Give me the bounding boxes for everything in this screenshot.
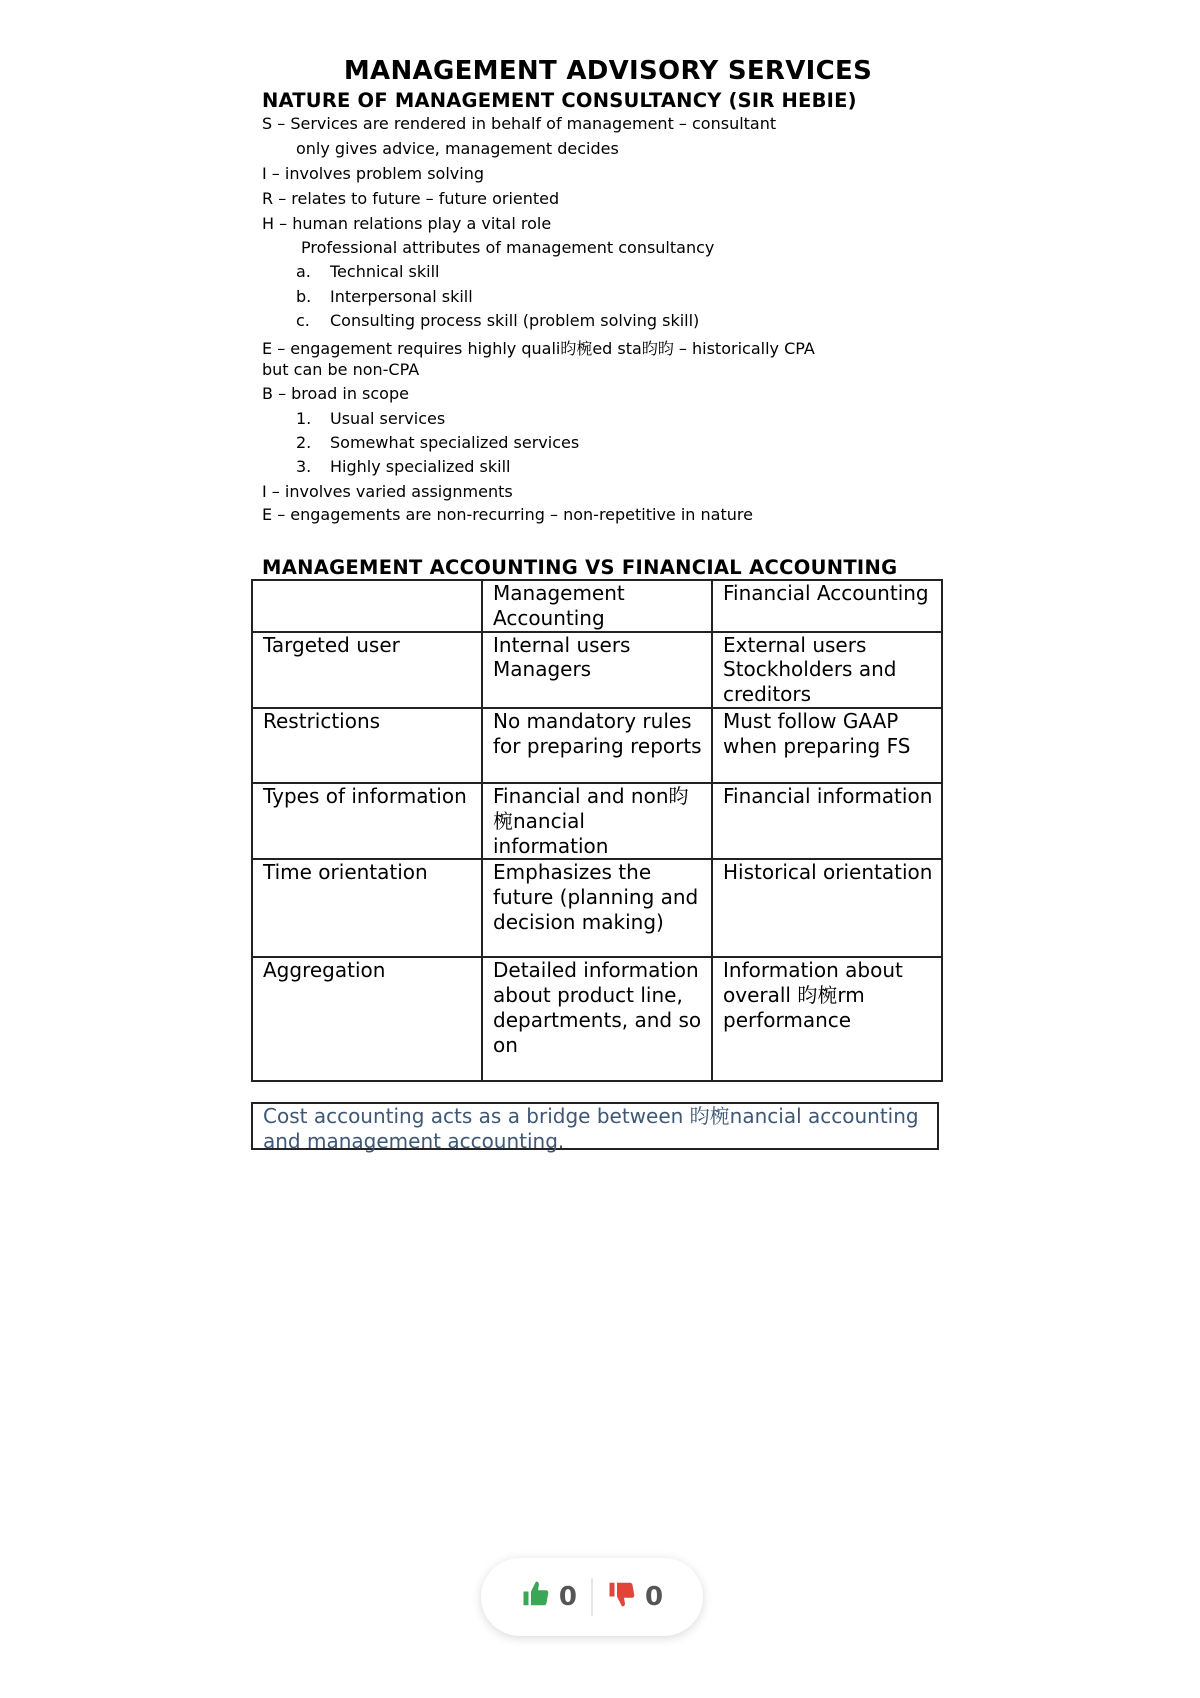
- list-item-text: Consulting process skill (problem solving skill): [330, 311, 700, 330]
- list-item: [296, 457, 510, 476]
- comparison-table: [251, 579, 943, 1082]
- note-line: and management accounting.: [263, 1128, 565, 1153]
- table-cell: Types of information: [252, 783, 482, 859]
- vote-widget: [481, 1558, 703, 1636]
- table-cell: No mandatory rules for preparing reports: [482, 708, 712, 783]
- text-line: S – Services are rendered in behalf of management – consultant: [262, 114, 777, 133]
- list-item: [296, 262, 440, 281]
- list-item-text: Somewhat specialized services: [330, 433, 580, 452]
- table-cell: Restrictions: [252, 708, 482, 783]
- table-row: [252, 783, 942, 859]
- section-heading-comparison: MANAGEMENT ACCOUNTING VS FINANCIAL ACCOUNTING: [262, 556, 898, 579]
- list-marker: 2.: [296, 433, 312, 452]
- list-item-text: Highly specialized skill: [330, 457, 511, 476]
- table-cell: External users Stockholders and creditors: [712, 632, 942, 708]
- text-line: E – engagement requires highly quali昀椀ed sta昀昀 – historically CPA: [262, 339, 815, 358]
- table-cell: Financial and non昀椀nancial information: [482, 783, 712, 859]
- text-line: only gives advice, management decides: [296, 139, 619, 158]
- table-cell: Aggregation: [252, 957, 482, 1081]
- list-item-text: Usual services: [330, 409, 446, 428]
- list-item: [296, 433, 579, 452]
- thumbs-up-icon: [521, 1579, 551, 1616]
- text-line: I – involves varied assignments: [262, 482, 513, 501]
- table-header-cell: Financial Accounting: [712, 580, 942, 632]
- table-header-cell: [252, 580, 482, 632]
- list-marker: 1.: [296, 409, 312, 428]
- table-cell: Time orientation: [252, 859, 482, 957]
- table-cell: Information about overall 昀椀rm performance: [712, 957, 942, 1081]
- table-cell: Internal users Managers: [482, 632, 712, 708]
- list-marker: 3.: [296, 457, 312, 476]
- list-item-text: Interpersonal skill: [330, 287, 473, 306]
- list-marker: c.: [296, 311, 310, 330]
- section-heading-nature: NATURE OF MANAGEMENT CONSULTANCY (SIR HEBIE): [262, 89, 857, 112]
- text-line: H – human relations play a vital role: [262, 214, 552, 233]
- table-row: [252, 708, 942, 783]
- table-row: [252, 859, 942, 957]
- downvote-count: 0: [645, 1582, 664, 1612]
- text-line: B – broad in scope: [262, 384, 409, 403]
- text-line: Professional attributes of management consultancy: [301, 238, 715, 257]
- table-cell: Must follow GAAP when preparing FS: [712, 708, 942, 783]
- list-item: [296, 311, 699, 330]
- list-item-text: Technical skill: [330, 262, 440, 281]
- text-line: E – engagements are non-recurring – non-repetitive in nature: [262, 505, 753, 524]
- table-cell: Financial information: [712, 783, 942, 859]
- note-box: [251, 1102, 939, 1153]
- downvote-button[interactable]: [593, 1579, 677, 1616]
- text-line: I – involves problem solving: [262, 164, 484, 183]
- table-row: [252, 632, 942, 708]
- list-marker: a.: [296, 262, 311, 281]
- page-title: MANAGEMENT ADVISORY SERVICES: [343, 56, 873, 86]
- table-header-cell: Management Accounting: [482, 580, 712, 632]
- upvote-count: 0: [558, 1582, 577, 1612]
- upvote-button[interactable]: [507, 1579, 591, 1616]
- note-line: Cost accounting acts as a bridge between 昀椀nancial accounting: [263, 1104, 919, 1128]
- table-cell: Historical orientation: [712, 859, 942, 957]
- text-line: R – relates to future – future oriented: [262, 189, 560, 208]
- list-marker: b.: [296, 287, 312, 306]
- thumbs-down-icon: [607, 1579, 637, 1616]
- list-item: [296, 287, 473, 306]
- list-item: [296, 409, 445, 428]
- table-row: [252, 957, 942, 1081]
- text-line: but can be non-CPA: [262, 360, 420, 379]
- table-header-row: [252, 580, 942, 632]
- table-cell: Targeted user: [252, 632, 482, 708]
- table-cell: Detailed information about product line, departments, and so on: [482, 957, 712, 1081]
- table-cell: Emphasizes the future (planning and decision making): [482, 859, 712, 957]
